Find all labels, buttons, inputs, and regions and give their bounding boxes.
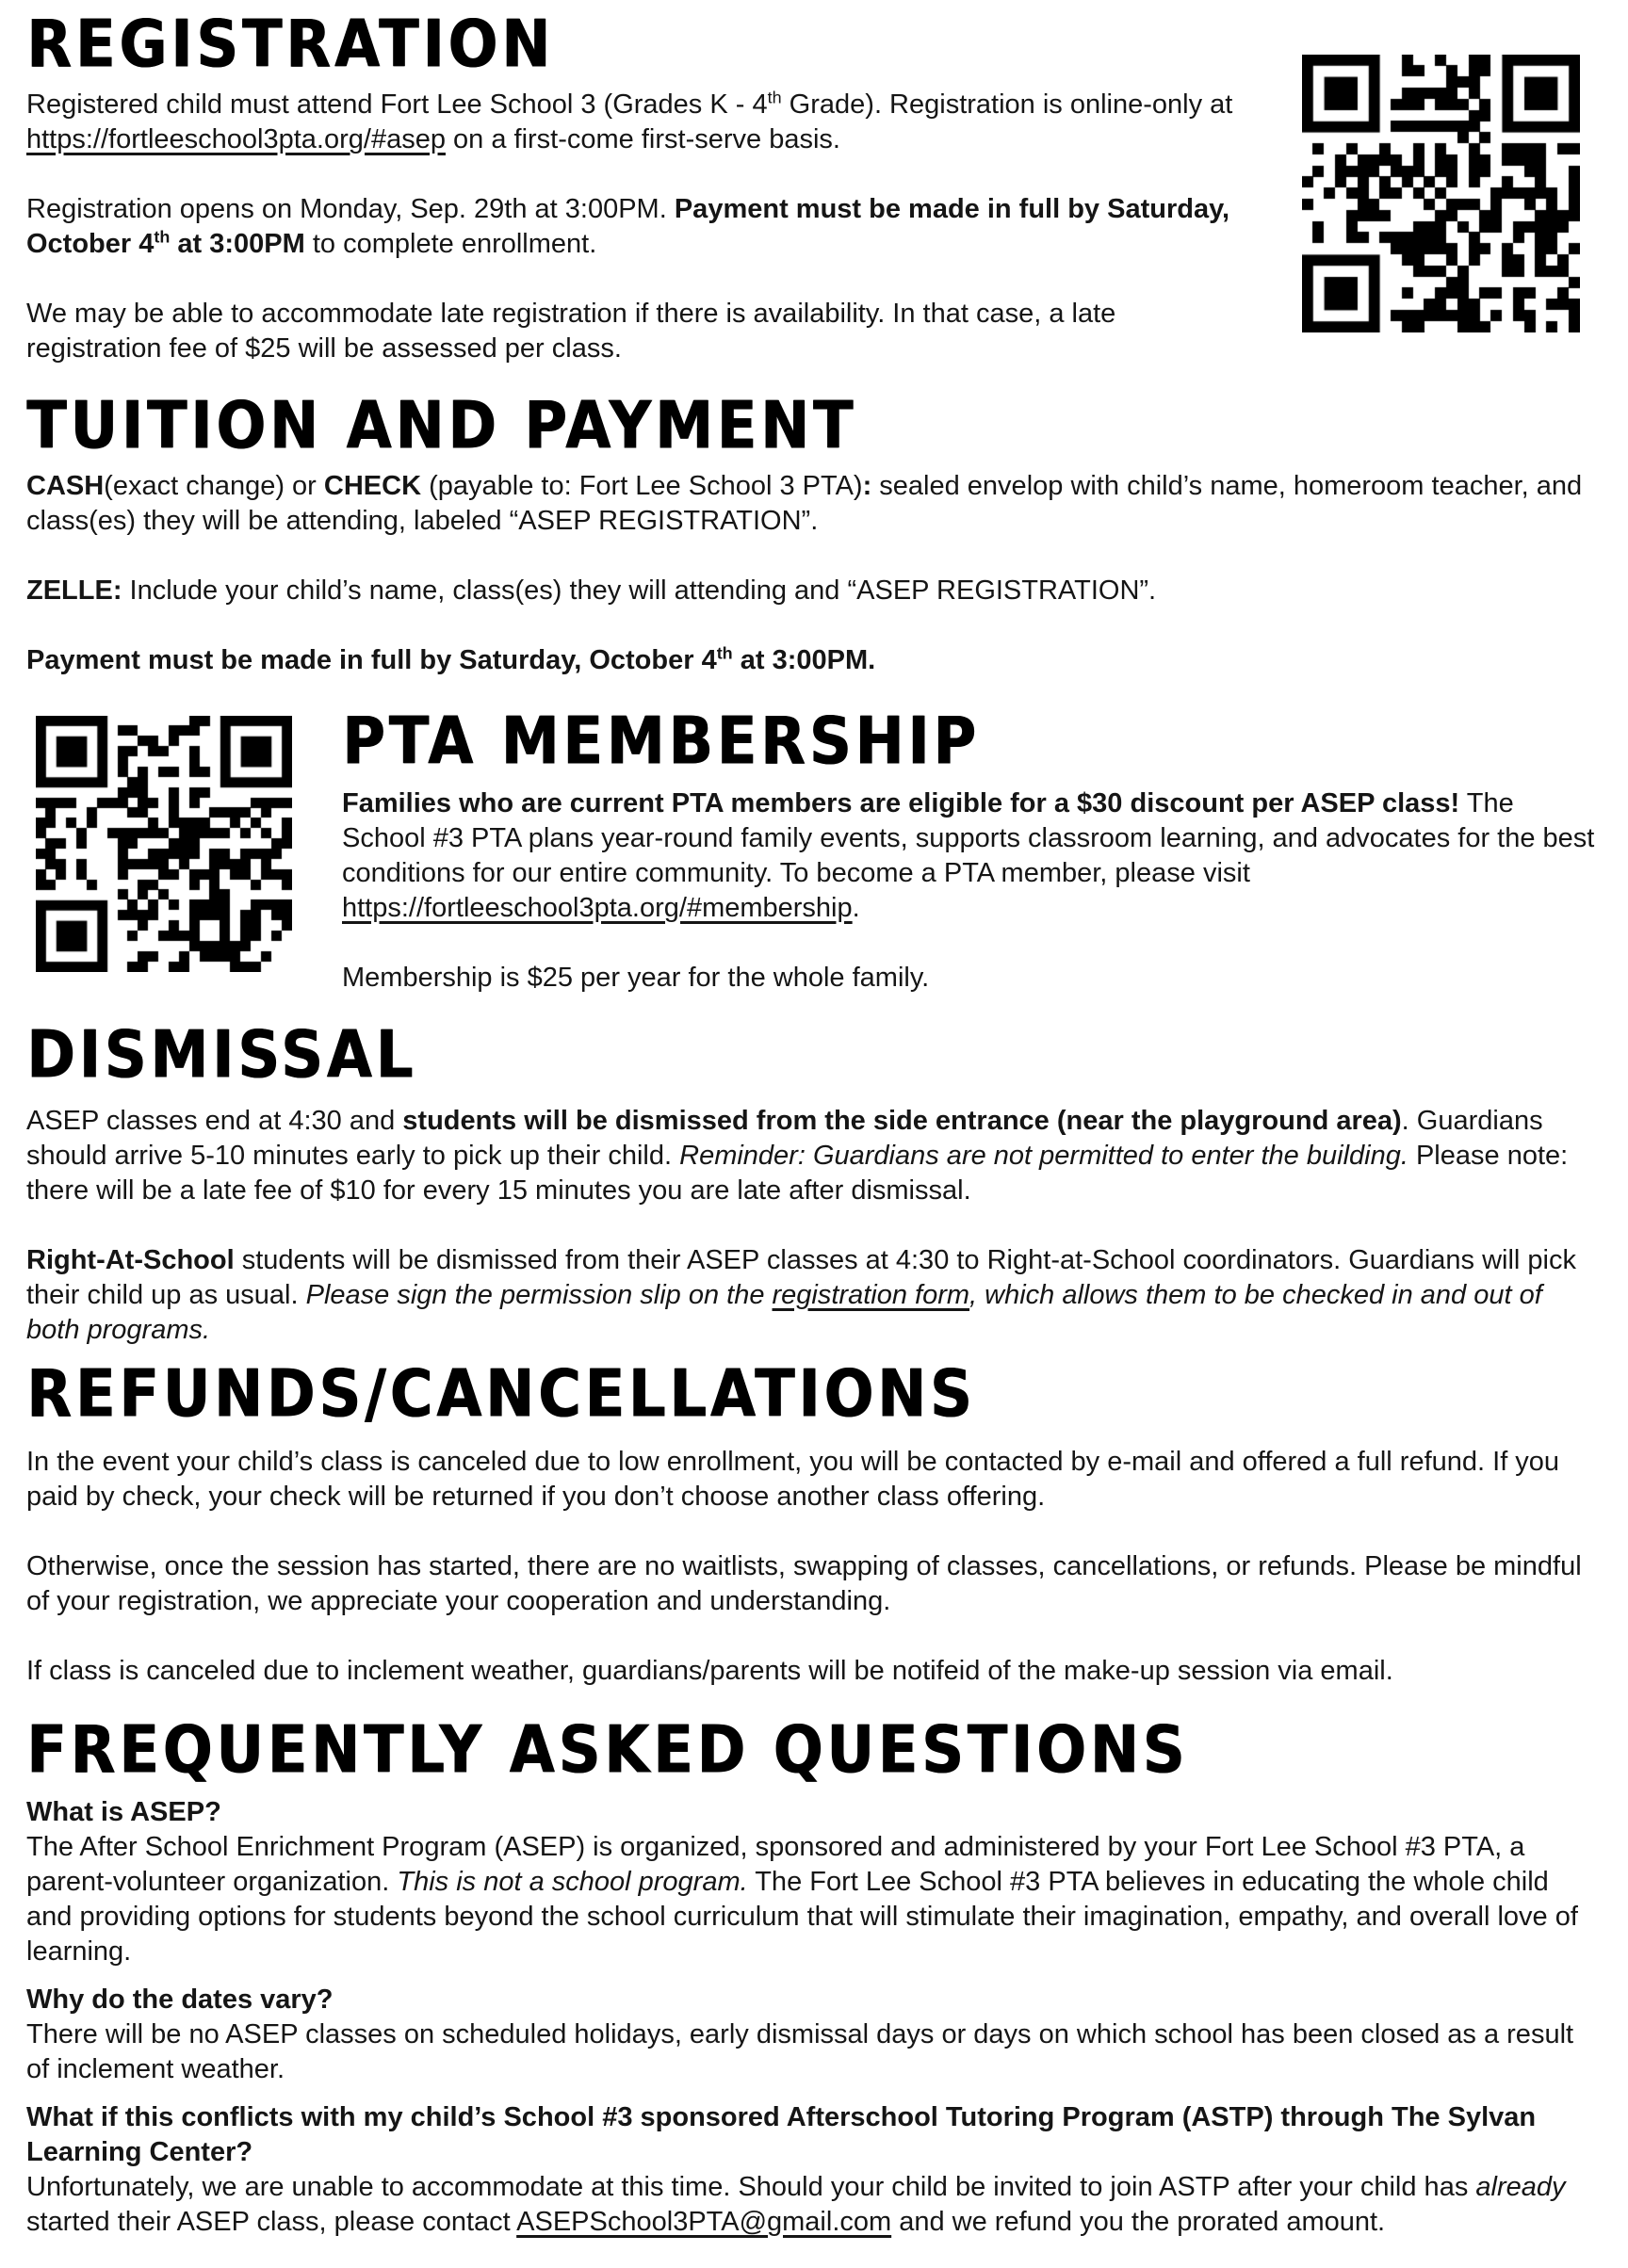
text-segment: started their ASEP class, please contact	[26, 2206, 517, 2237]
faq-answer-what-is-asep	[26, 1830, 1600, 1969]
text-segment: , which allows them to be checked in and out of both programs.	[26, 1279, 1542, 1345]
tuition-paragraph-deadline	[26, 643, 1600, 678]
asep-registration-link[interactable]: https://fortleeschool3pta.org/#asep	[26, 123, 446, 154]
text-segment: at 3:00PM.	[732, 644, 876, 675]
text-segment: students will be dismissed from the side entrance (near the playground area)	[402, 1105, 1402, 1136]
dismissal-heading: DISMISSAL	[26, 1015, 416, 1094]
section-registration	[26, 9, 1600, 366]
text-segment: Membership is $25 per year for the whole family.	[342, 962, 930, 993]
section-faq	[26, 1689, 1600, 2240]
refunds-paragraph-2	[26, 1549, 1600, 1619]
text-segment: Families who are current PTA members are eligible for a $30 discount per ASEP class!	[342, 787, 1460, 818]
section-pta-membership	[26, 706, 1600, 996]
text-segment: (payable to: Fort Lee School 3 PTA)	[421, 470, 863, 501]
text-segment: Payment must be made in full by Saturday, October 4	[26, 193, 1230, 259]
text-segment: :	[862, 470, 872, 501]
dismissal-paragraph-1	[26, 1104, 1600, 1208]
text-segment: to complete enrollment.	[304, 228, 597, 259]
faq-question-what-is-asep	[26, 1795, 1600, 1830]
text-segment: Include your child’s name, class(es) they will attending and “ASEP REGISTRATION”.	[122, 575, 1157, 606]
text-segment: If class is canceled due to inclement weather, guardians/parents will be notifeid of the make-up session via email.	[26, 1655, 1393, 1686]
section-refunds-cancellations	[26, 1348, 1600, 1689]
text-segment: Right-At-School	[26, 1244, 235, 1275]
refunds-paragraph-1	[26, 1445, 1600, 1515]
text-segment: Registration opens on Monday, Sep. 29th at 3:00PM.	[26, 193, 675, 224]
text-segment: registration form	[772, 1279, 970, 1310]
text-segment: Registered child must attend Fort Lee School 3 (Grades K - 4	[26, 89, 768, 120]
text-segment: The Fort Lee School #3 PTA believes in educating the whole child and providing options for students beyond the school curriculum that will stimulate their imagination, empathy, and overall love of learning.	[26, 1866, 1578, 1967]
tuition-paragraph-zelle	[26, 574, 1600, 608]
text-segment: (exact change) or	[104, 470, 324, 501]
text-segment: already	[1475, 2171, 1566, 2202]
section-dismissal	[26, 996, 1600, 1348]
faq-answer-astp-conflict	[26, 2170, 1600, 2240]
text-segment: There will be no ASEP classes on scheduled holidays, early dismissal days or days on which school has been closed as a result of inclement weather.	[26, 2018, 1574, 2084]
refunds-heading: REFUNDS/CANCELLATIONS	[26, 1354, 976, 1433]
text-segment: and we refund you the prorated amount.	[891, 2206, 1386, 2237]
text-segment: We may be able to accommodate late registration if there is availability. In that case, a late registration fee of $25 will be assessed per class.	[26, 298, 1116, 364]
text-segment: at 3:00PM	[170, 228, 305, 259]
text-segment: Unfortunately, we are unable to accommodate at this time. Should your child be invited to join ASTP after your child has	[26, 2171, 1476, 2202]
text-segment: students will be dismissed from their ASEP classes at 4:30 to Right-at-School coordinators. Guardians will pick their child up as usual.	[26, 1244, 1576, 1310]
faq-question-dates-vary	[26, 1983, 1600, 2017]
text-segment: th	[154, 227, 171, 247]
text-segment: .	[852, 892, 860, 923]
text-segment: sealed envelop with child’s name, homeroom teacher, and class(es) they will be attending, labeled “ASEP REGISTRATION”.	[26, 470, 1583, 536]
faq-answer-dates-vary	[26, 2017, 1600, 2087]
text-segment: Grade). Registration is online-only at	[781, 89, 1233, 120]
text-segment: . Guardians should arrive 5-10 minutes early to pick up their child.	[26, 1105, 1543, 1171]
text-segment: The School #3 PTA plans year-round family events, supports classroom learning, and advocates for the best conditions for our entire community. To become a PTA member, please visit	[342, 787, 1595, 888]
text-segment: Payment must be made in full by Saturday, October 4	[26, 644, 717, 675]
text-segment: In the event your child’s class is canceled due to low enrollment, you will be contacted by e-mail and offered a full refund. If you paid by check, your check will be returned if you don’t choose another class offering.	[26, 1446, 1560, 1512]
text-segment: th	[767, 88, 782, 107]
dismissal-paragraph-right-at-school	[26, 1243, 1600, 1348]
registration-heading: REGISTRATION	[26, 9, 554, 83]
text-segment: Please sign the permission slip on the	[305, 1279, 773, 1310]
text-segment: This is not a school program.	[397, 1866, 748, 1897]
text-segment: Please note: there will be a late fee of $10 for every 15 minutes you are late after dismissal.	[26, 1140, 1569, 1206]
text-segment: ASEP classes end at 4:30 and	[26, 1105, 403, 1136]
text-segment: What if this conflicts with my child’s School #3 sponsored Afterschool Tutoring Program (ASTP) through The Sylvan Learning Center?	[26, 2101, 1537, 2167]
qr-code-registration	[1302, 55, 1580, 332]
text-segment: What is ASEP?	[26, 1796, 221, 1827]
faq-heading: FREQUENTLY ASKED QUESTIONS	[26, 1710, 1189, 1789]
membership-link[interactable]: https://fortleeschool3pta.org/#membership	[342, 892, 853, 923]
tuition-paragraph-cash-check	[26, 469, 1600, 539]
faq-question-astp-conflict	[26, 2100, 1600, 2170]
text-segment: Why do the dates vary?	[26, 1984, 334, 2015]
text-segment: th	[716, 643, 733, 663]
refunds-paragraph-weather	[26, 1654, 1600, 1689]
text-segment: Reminder: Guardians are not permitted to enter the building.	[679, 1140, 1408, 1171]
tuition-heading: TUITION AND PAYMENT	[26, 386, 857, 464]
text-segment: CASH	[26, 470, 105, 501]
text-segment: The After School Enrichment Program (ASEP) is organized, sponsored and administered by your Fort Lee School #3 PTA, a parent-volunteer organization.	[26, 1831, 1525, 1897]
pta-membership-heading: PTA MEMBERSHIP	[342, 705, 980, 780]
text-segment: ZELLE:	[26, 575, 122, 606]
text-segment: Otherwise, once the session has started, there are no waitlists, swapping of classes, cancellations, or refunds. Please be mindful of your registration, we appreciate your cooperation and understanding.	[26, 1550, 1582, 1616]
contact-email-link[interactable]: ASEPSchool3PTA@gmail.com	[516, 2206, 892, 2237]
text-segment: CHECK	[323, 470, 422, 501]
text-segment: on a first-come first-serve basis.	[445, 123, 840, 154]
section-tuition-and-payment	[26, 366, 1600, 678]
